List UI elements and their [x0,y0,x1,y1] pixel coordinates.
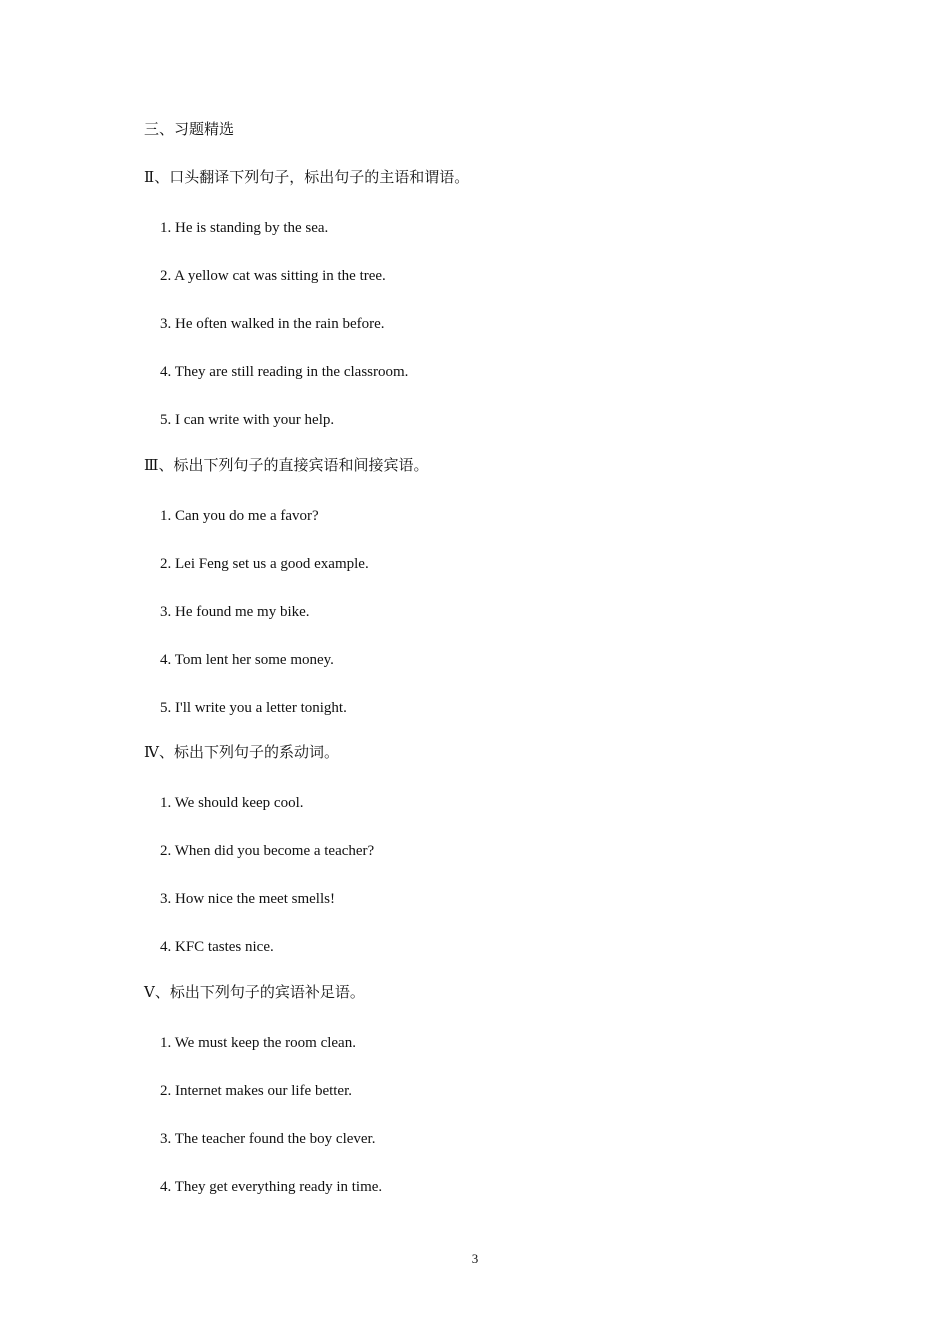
page-number: 3 [471,1251,479,1266]
list-item: 3. How nice the meet smells! [160,891,335,907]
list-item: 2. Internet makes our life better. [160,1083,353,1099]
list-item: 2. When did you become a teacher? [160,843,375,859]
list-item: 4. They get everything ready in time. [160,1179,383,1195]
section-heading-ii: Ⅱ、口头翻译下列句子，标出句子的主语和谓语。 [144,170,470,186]
list-item: 1. Can you do me a favor? [160,508,319,524]
list-item: 1. He is standing by the sea. [160,220,329,236]
section-heading-iii: Ⅲ、标出下列句子的直接宾语和间接宾语。 [144,458,429,474]
list-item: 4. They are still reading in the classroom. [160,364,409,380]
list-item: 2. A yellow cat was sitting in the tree. [160,268,386,284]
list-item: 1. We must keep the room clean. [160,1035,356,1051]
list-item: 2. Lei Feng set us a good example. [160,556,369,572]
list-item: 5. I'll write you a letter tonight. [160,700,347,716]
list-item: 5. I can write with your help. [160,412,335,428]
list-item: 1. We should keep cool. [160,795,304,811]
section-heading-v: Ⅴ、标出下列句子的宾语补足语。 [144,985,365,1001]
list-item: 4. Tom lent her some money. [160,652,334,668]
section-title: 三、习题精选 [144,122,235,138]
list-item: 3. He often walked in the rain before. [160,316,385,332]
list-item: 3. The teacher found the boy clever. [160,1131,376,1147]
list-item: 4. KFC tastes nice. [160,939,274,955]
section-heading-iv: Ⅳ、标出下列句子的系动词。 [144,745,339,761]
list-item: 3. He found me my bike. [160,604,310,620]
